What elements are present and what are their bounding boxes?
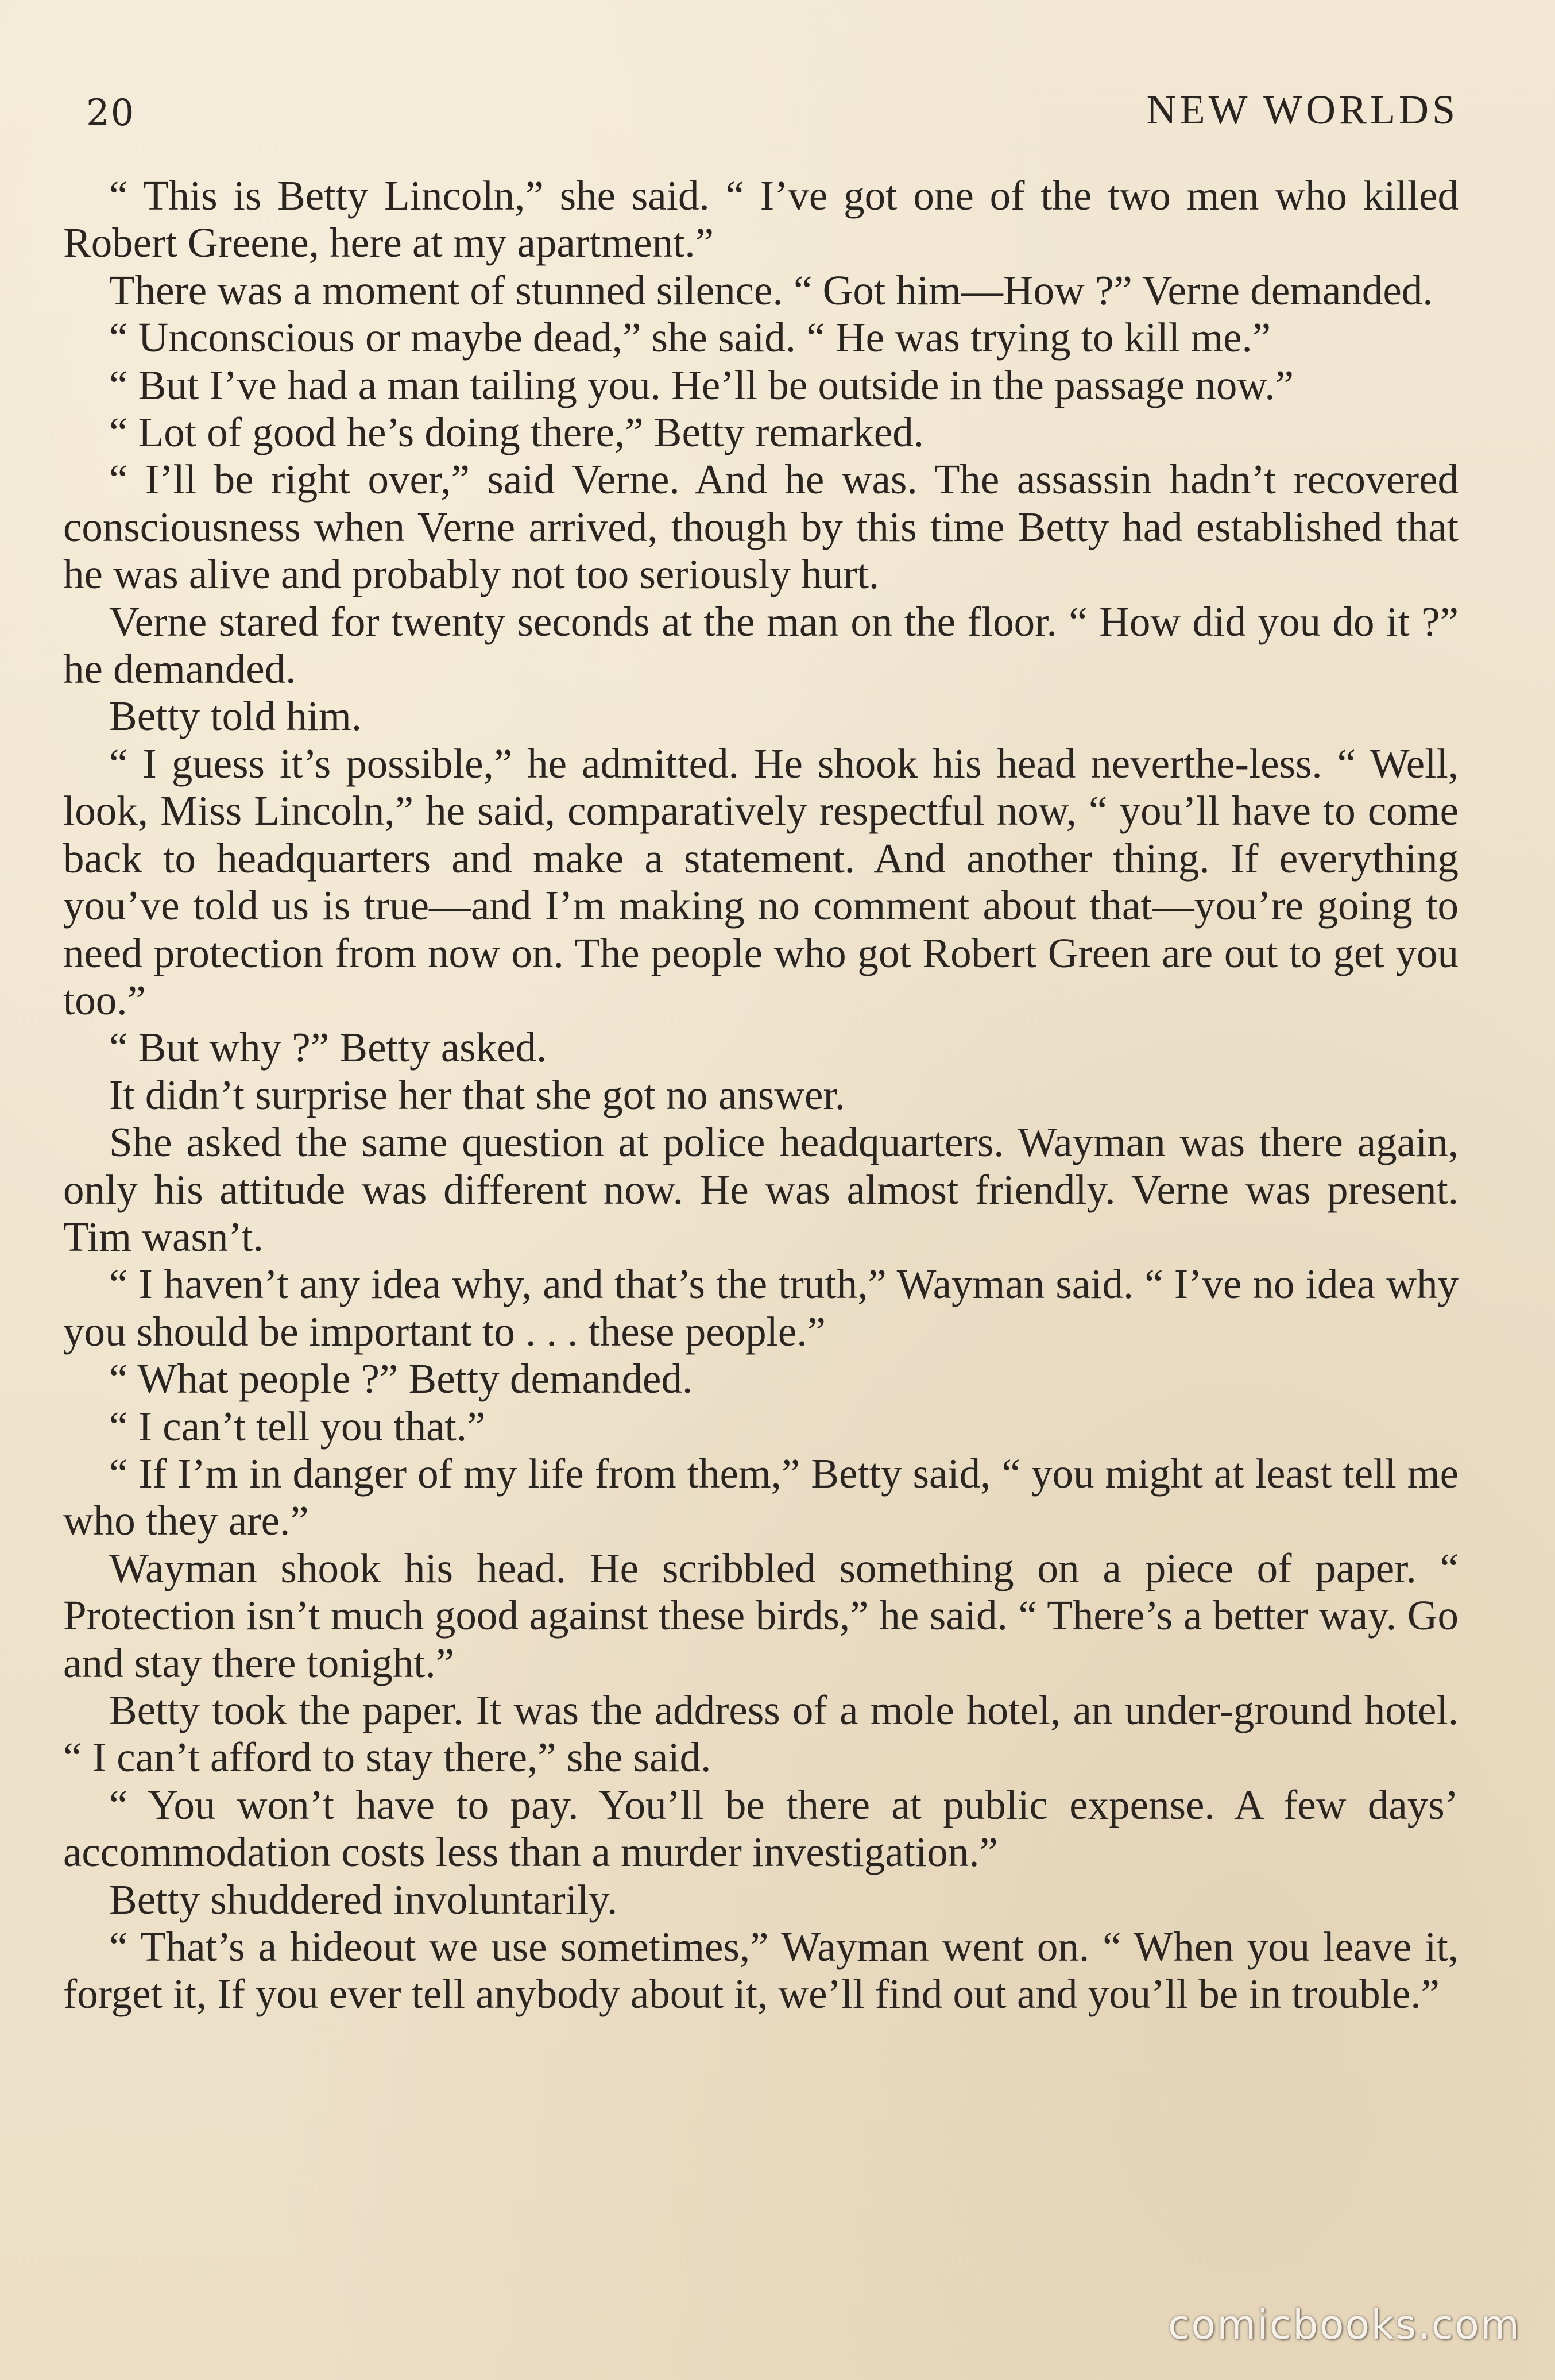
- story-text: [63, 172, 1459, 2018]
- paragraph: Betty took the paper. It was the address of a mole hotel, an under-ground hotel. “ I can’t afford to stay there,” she said.: [63, 1687, 1459, 1781]
- paragraph: “ But why ?” Betty asked.: [109, 1024, 547, 1071]
- paragraph: Verne stared for twenty seconds at the man on the floor. “ How did you do it ?” he demanded.: [63, 598, 1459, 693]
- paragraph: “ I can’t tell you that.”: [109, 1402, 486, 1450]
- paragraph: She asked the same question at police headquarters. Wayman was there again, only his attitude was different now. He was almost friendly. Verne was present. Tim wasn’t.: [63, 1119, 1459, 1260]
- paragraph: Betty shuddered involuntarily.: [109, 1876, 618, 1923]
- page-number: 20: [86, 92, 136, 134]
- paragraph: “ I guess it’s possible,” he admitted. He shook his head neverthe-less. “ Well, look, Miss Lincoln,” he said, comparatively respectful now, “ you’ll have to come back to headquarters and make a statement. And another thing. If everything you’ve told us is true—and I’m making no comment about that—you’re going to need protection from now on. The people who got Robert Green are out to get you too.”: [63, 740, 1459, 1023]
- paragraph: “ That’s a hideout we use sometimes,” Wayman went on. “ When you leave it, forget it, If you ever tell anybody about it, we’ll find out and you’ll be in trouble.”: [63, 1923, 1459, 2018]
- paragraph: “ Unconscious or maybe dead,” she said. “ He was trying to kill me.”: [109, 314, 1271, 361]
- paragraph: Wayman shook his head. He scribbled something on a piece of paper. “ Protection isn’t much good against these birds,” he said. “ There’s a better way. Go and stay there tonight.”: [63, 1544, 1459, 1686]
- paragraph: It didn’t surprise her that she got no answer.: [109, 1071, 845, 1118]
- paragraph: “ I haven’t any idea why, and that’s the truth,” Wayman said. “ I’ve no idea why you should be important to . . . these people.”: [63, 1261, 1459, 1355]
- paragraph: “ This is Betty Lincoln,” she said. “ I’ve got one of the two men who killed Robert Greene, here at my apartment.”: [63, 172, 1459, 266]
- paragraph: “ What people ?” Betty demanded.: [109, 1355, 693, 1402]
- paragraph: There was a moment of stunned silence. “ Got him—How ?” Verne demanded.: [109, 266, 1433, 314]
- paragraph: “ But I’ve had a man tailing you. He’ll be outside in the passage now.”: [109, 361, 1294, 408]
- running-head: NEW WORLDS: [1146, 87, 1459, 133]
- paragraph: “ Lot of good he’s doing there,” Betty remarked.: [109, 409, 925, 456]
- paragraph: “ I’ll be right over,” said Verne. And he was. The assassin hadn’t recovered consciousness when Verne arrived, though by this time Betty had established that he was alive and probably not too seriously hurt.: [63, 456, 1459, 598]
- site-watermark: comicbooks.com: [1167, 2301, 1521, 2348]
- paragraph: Betty told him.: [109, 693, 362, 740]
- paragraph: “ If I’m in danger of my life from them,” Betty said, “ you might at least tell me who they are.”: [63, 1450, 1459, 1544]
- paragraph: “ You won’t have to pay. You’ll be there at public expense. A few days’ accommodation costs less than a murder investigation.”: [63, 1781, 1459, 1876]
- book-page: [63, 80, 1459, 2320]
- page-header: [63, 80, 1459, 144]
